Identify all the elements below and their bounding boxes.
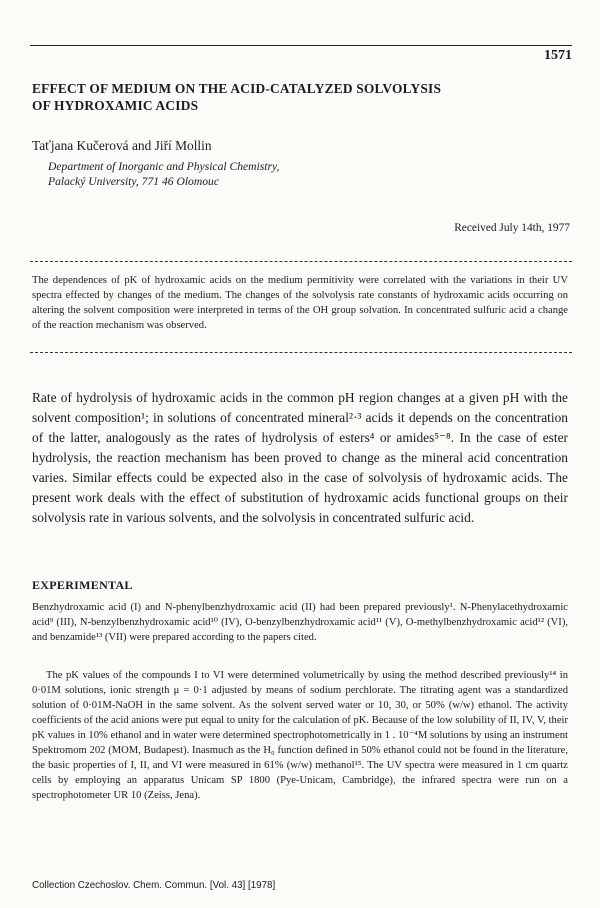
abstract: The dependences of pK of hydroxamic acids on the medium permitivity were correlated with the variations in their UV spectra effected by changes of the medium. The changes of the solvolysis rate constants of hydroxamic acids occurring on altering the solvent composition were interpreted in terms of the OH group solvation. In concentrated sulfuric acid a change of the reaction mechanism was observed.: [32, 275, 568, 331]
affiliation-line-1: Department of Inorganic and Physical Chemistry,: [48, 160, 280, 173]
affiliation-line-2: Palacký University, 771 46 Olomouc: [48, 175, 219, 188]
affiliation: [48, 159, 279, 189]
received-date: Received July 14th, 1977: [454, 222, 570, 234]
journal-citation-footer: Collection Czechoslov. Chem. Commun. [Vol. 43] [1978]: [32, 880, 276, 891]
title-line-2: OF HYDROXAMIC ACIDS: [32, 98, 199, 113]
experimental-paragraph-1: Benzhydroxamic acid (I) and N-phenylbenzhydroxamic acid (II) had been prepared previously¹. N-Phenylacethydroxamic acid⁹ (III), N-benzylbenzhydroxamic acid¹⁰ (IV), O-benzylbenzhydroxamic acid¹¹ (V), O-methylbenzhydroxamic acid¹² (VI), and benzamide¹³ (VII) were prepared according to the papers cited.: [32, 602, 568, 643]
title-line-1: EFFECT OF MEDIUM ON THE ACID-CATALYZED SOLVOLYSIS: [32, 81, 442, 96]
header-rule: [30, 45, 572, 46]
abstract-rule-top: [30, 261, 572, 262]
experimental-paragraph-2: The pK values of the compounds I to VI were determined volumetrically by using the method described previously¹⁴ in 0·01M solutions, ionic strength μ = 0·1 adjusted by means of sodium perchlorate. The titrating agent was a standardized solution of 0·01M-NaOH in the same solvent. As the solvent served water or 10, 30, or 50% (w/w) ethanol. The activity coefficients of the acid anions were put equal to unity for the calculation of pK. Because of the low solubility of II, IV, V, their pK values in 10% ethanol and in water were determined spectrophotometrically in 1 . 10⁻⁴M solutions by using an instrument Spektromom 202 (MOM, Budapest). Inasmuch as the H₀ function defined in 50% ethanol could not be found in the literature, the basic properties of I, II, and VI were measured in 61% (w/w) methanol¹⁵. The UV spectra were measured in 1 cm quartz cells by employing an apparatus Unicam SP 1800 (Pye-Unicam, Cambridge), the infrared spectra were run on a spectrophotometer UR 10 (Zeiss, Jena).: [32, 670, 568, 801]
page-number: 1571: [544, 48, 572, 63]
article-title: [32, 80, 572, 114]
abstract-rule-bottom: [30, 352, 572, 353]
introduction-paragraph: Rate of hydrolysis of hydroxamic acids in the common pH region changes at a given pH with the solvent composition¹; in solutions of concentrated mineral²·³ acids it depends on the concentration of the latter, analogously as the rates of hydrolysis of esters⁴ or amides⁵⁻⁸. In the case of ester hydrolysis, the reaction mechanism has been proved to change as the mineral acid concentration varies. Similar effects could be expected also in the case of solvolysis of hydroxamic acids. The present work deals with the effect of substitution of hydroxamic acids functional groups on their solvolysis rate in various solvents, and the solvolysis in concentrated sulfuric acid.: [32, 390, 568, 525]
authors: Taťjana Kučerová and Jiří Mollin: [32, 138, 212, 153]
section-heading-experimental: EXPERIMENTAL: [32, 578, 133, 592]
